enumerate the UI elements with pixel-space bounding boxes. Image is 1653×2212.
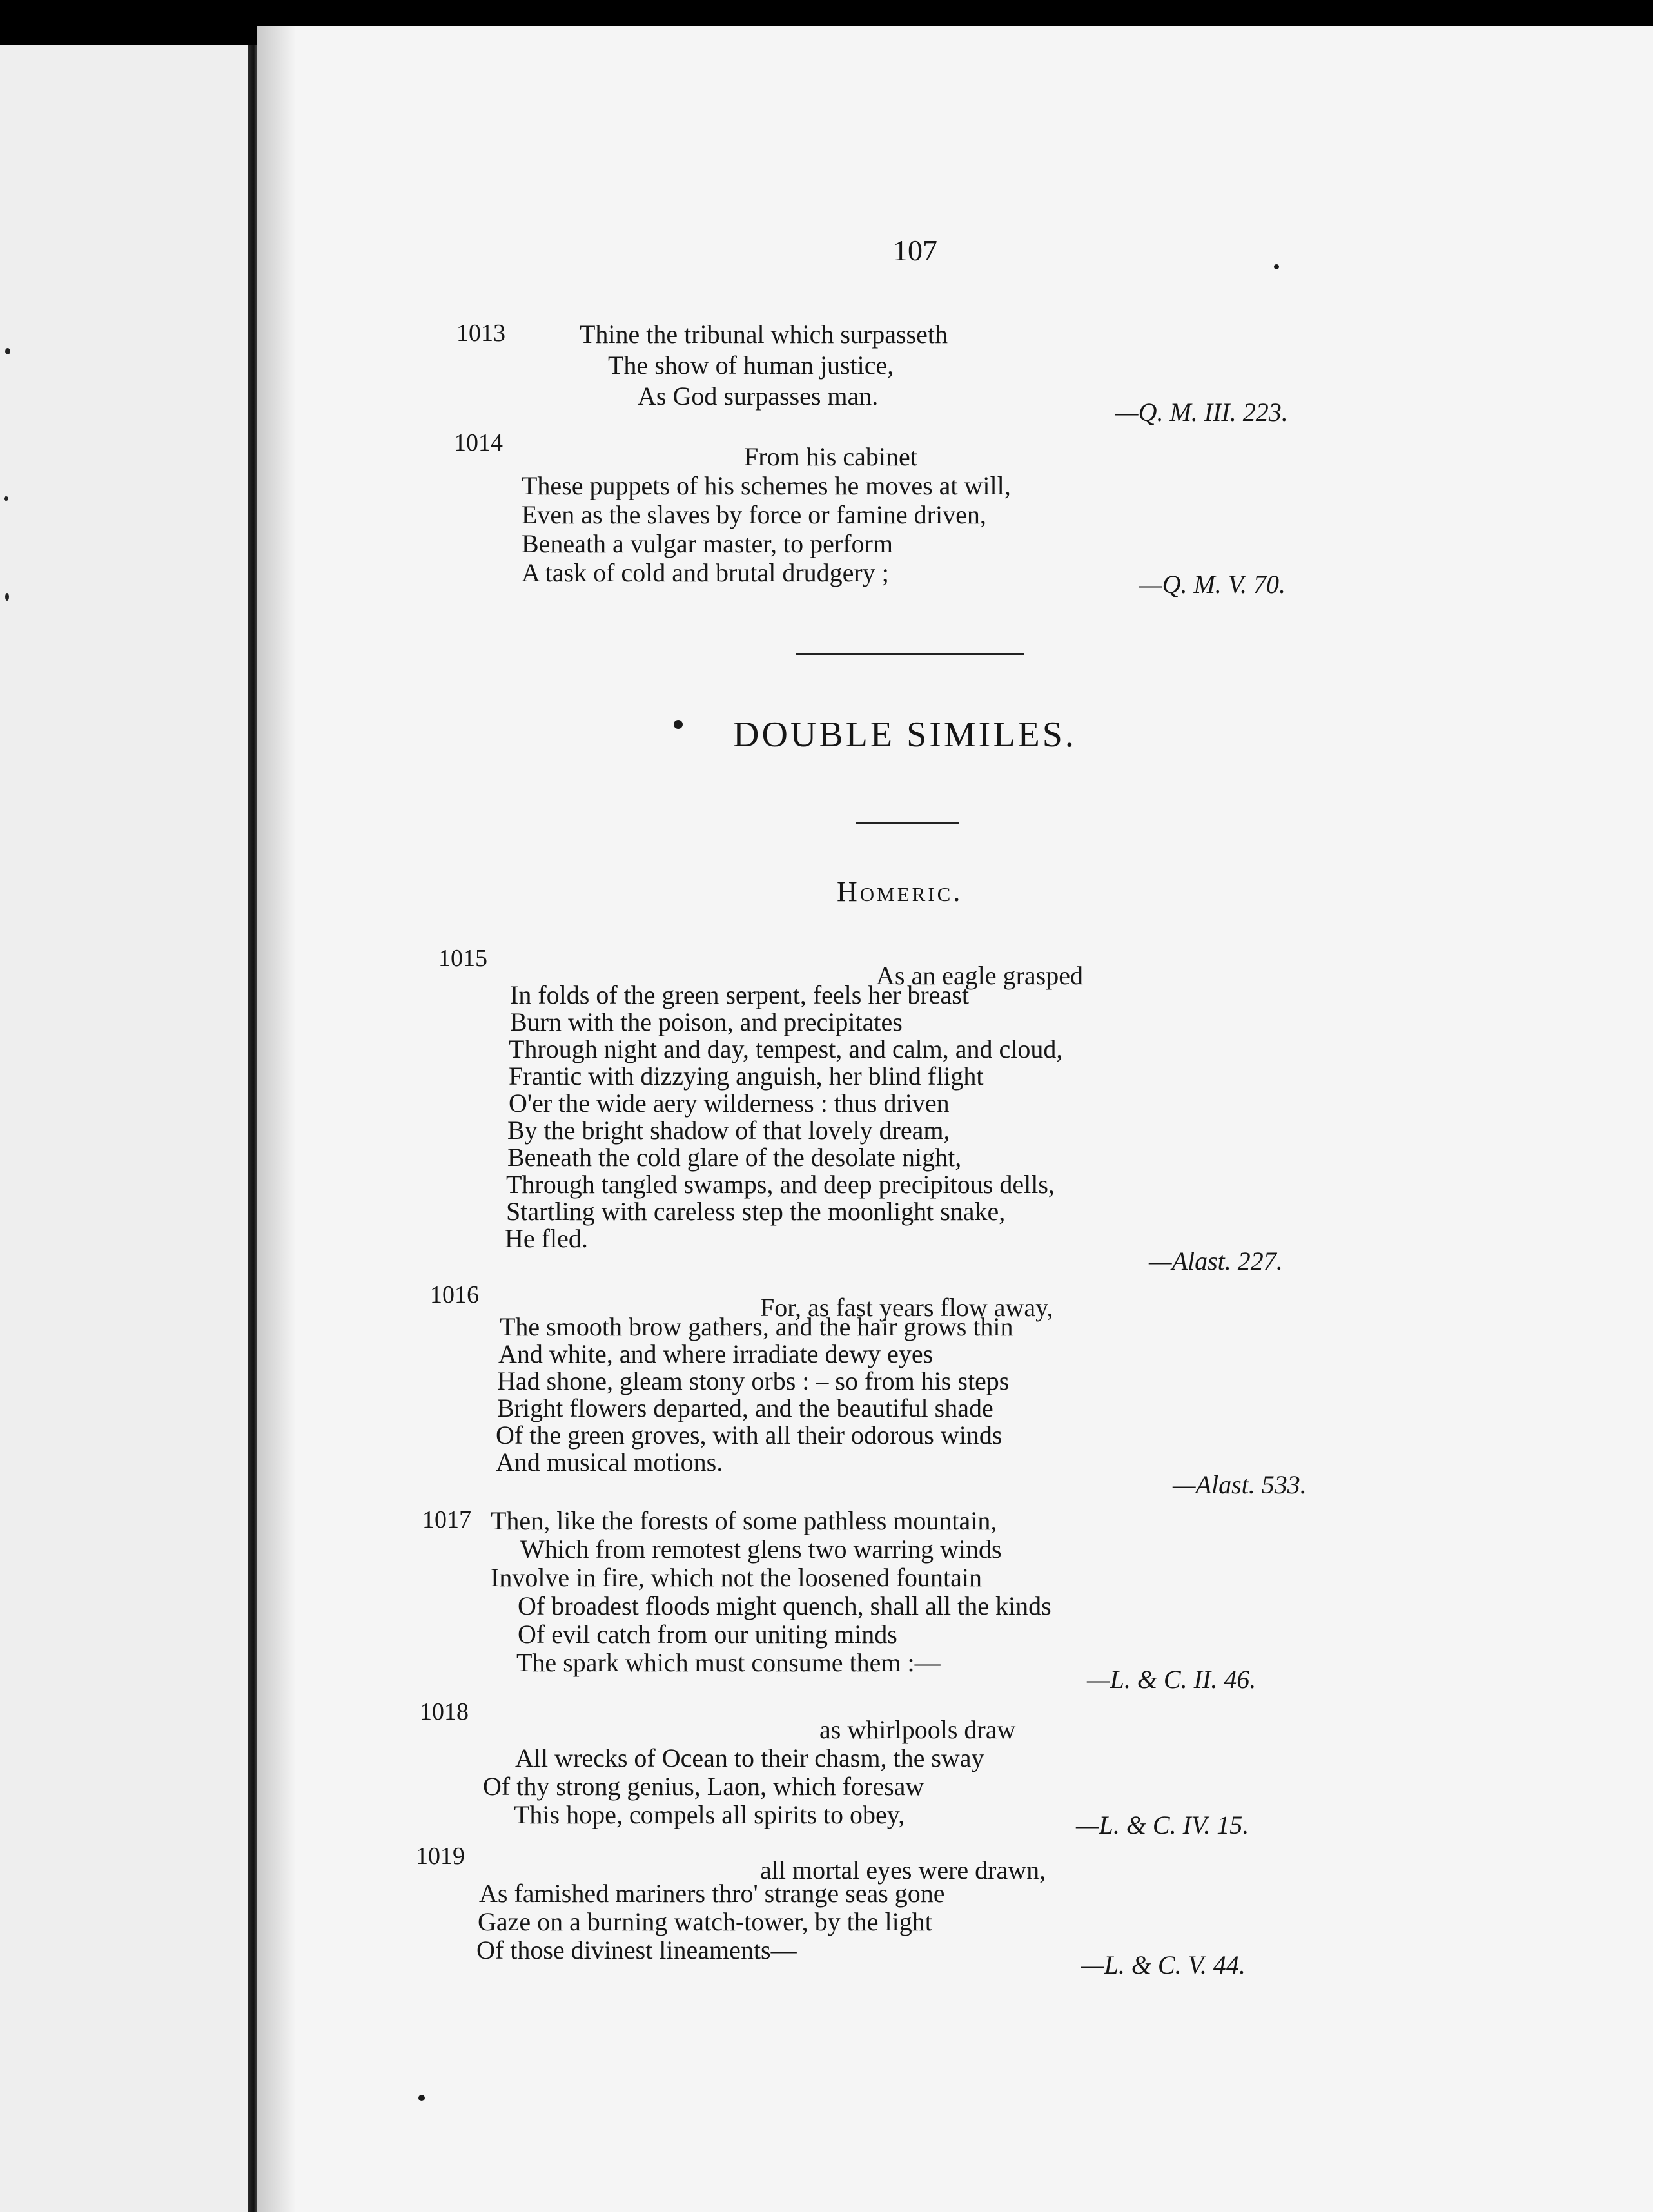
entry-number: 1018: [420, 1698, 469, 1725]
verse-line: Of thy strong genius, Laon, which foresaw: [483, 1772, 924, 1801]
verse-line: All wrecks of Ocean to their chasm, the sway: [515, 1743, 984, 1772]
entry-number: 1013: [456, 320, 505, 347]
ink-speck: [4, 496, 8, 501]
verse-line: The show of human justice,: [608, 351, 894, 380]
verse-line: This hope, compels all spirits to obey,: [514, 1800, 905, 1829]
facing-page: [0, 45, 248, 2212]
divider-rule: [796, 653, 1024, 655]
verse-line: Of broadest floods might quench, shall all the kinds: [518, 1591, 1051, 1620]
entry-number: 1016: [430, 1281, 479, 1308]
source-reference: —Q. M. V. 70.: [1139, 570, 1286, 599]
verse-line: In folds of the green serpent, feels her breast: [510, 980, 969, 1009]
book-page: [257, 26, 1653, 2212]
entry-number: 1014: [454, 429, 503, 456]
verse-line: Frantic with dizzying anguish, her blind flight: [509, 1062, 984, 1091]
ornament-dot: [674, 720, 683, 729]
verse-line: Bright flowers departed, and the beautiful shade: [497, 1393, 993, 1422]
page-shadow: [257, 26, 296, 2212]
entry-number: 1015: [438, 945, 487, 972]
verse-line: Through tangled swamps, and deep precipitous dells,: [506, 1170, 1055, 1199]
verse-line: Of evil catch from our uniting minds: [518, 1620, 897, 1649]
source-reference: —Q. M. III. 223.: [1115, 398, 1288, 427]
verse-line: And musical motions.: [496, 1448, 723, 1477]
entry-number: 1017: [422, 1506, 471, 1533]
verse-line: Burn with the poison, and precipitates: [510, 1007, 903, 1036]
verse-line: For, as fast years flow away,: [760, 1293, 1053, 1322]
entry-number: 1019: [416, 1843, 465, 1870]
verse-line: These puppets of his schemes he moves at will,: [522, 471, 1011, 500]
verse-line: Even as the slaves by force or famine driven,: [522, 500, 986, 529]
verse-line: The smooth brow gathers, and the hair grows thin: [500, 1312, 1013, 1341]
verse-line: Through night and day, tempest, and calm, and cloud,: [509, 1034, 1063, 1063]
source-reference: —L. & C. II. 46.: [1087, 1665, 1257, 1694]
verse-line: Thine the tribunal which surpasseth: [580, 320, 948, 349]
verse-line: A task of cold and brutal drudgery ;: [522, 558, 889, 587]
verse-line: as whirlpools draw: [819, 1715, 1016, 1744]
ink-dot: [418, 2095, 425, 2101]
verse-line: He fled.: [505, 1224, 588, 1253]
verse-line: Beneath a vulgar master, to perform: [522, 529, 893, 558]
verse-line: The spark which must consume them :—: [516, 1648, 941, 1677]
verse-line: Then, like the forests of some pathless mountain,: [491, 1506, 997, 1535]
verse-line: As an eagle grasped: [876, 961, 1083, 990]
verse-line: Of the green groves, with all their odorous winds: [496, 1421, 1003, 1450]
source-reference: —Alast. 227.: [1149, 1247, 1283, 1276]
source-reference: —Alast. 533.: [1173, 1470, 1307, 1499]
verse-line: From his cabinet: [744, 442, 917, 471]
section-heading: DOUBLE SIMILES.: [733, 715, 1077, 755]
subsection-heading: Homeric.: [837, 876, 963, 907]
verse-line: all mortal eyes were drawn,: [760, 1856, 1046, 1885]
book-gutter: [248, 45, 257, 2212]
divider-rule: [856, 822, 959, 824]
source-reference: —L. & C. IV. 15.: [1076, 1810, 1249, 1839]
verse-line: Beneath the cold glare of the desolate night,: [507, 1143, 962, 1172]
page-number: 107: [893, 234, 937, 267]
verse-line: Involve in fire, which not the loosened fountain: [491, 1563, 983, 1592]
verse-line: And white, and where irradiate dewy eyes: [498, 1339, 934, 1368]
verse-line: Which from remotest glens two warring winds: [520, 1535, 1002, 1564]
ink-speck: [5, 593, 9, 601]
verse-line: Startling with careless step the moonlight snake,: [506, 1197, 1006, 1226]
ink-dot: [1274, 264, 1279, 269]
source-reference: —L. & C. V. 44.: [1081, 1950, 1246, 1979]
ink-speck: [5, 348, 10, 354]
verse-line: As God surpasses man.: [638, 382, 879, 411]
verse-line: O'er the wide aery wilderness : thus driven: [509, 1089, 950, 1118]
verse-line: As famished mariners thro' strange seas gone: [479, 1879, 945, 1908]
verse-line: Had shone, gleam stony orbs : – so from his steps: [497, 1366, 1010, 1395]
verse-line: By the bright shadow of that lovely dream,: [507, 1116, 950, 1145]
verse-line: Of those divinest lineaments—: [476, 1936, 797, 1965]
verse-line: Gaze on a burning watch-tower, by the light: [478, 1907, 932, 1936]
